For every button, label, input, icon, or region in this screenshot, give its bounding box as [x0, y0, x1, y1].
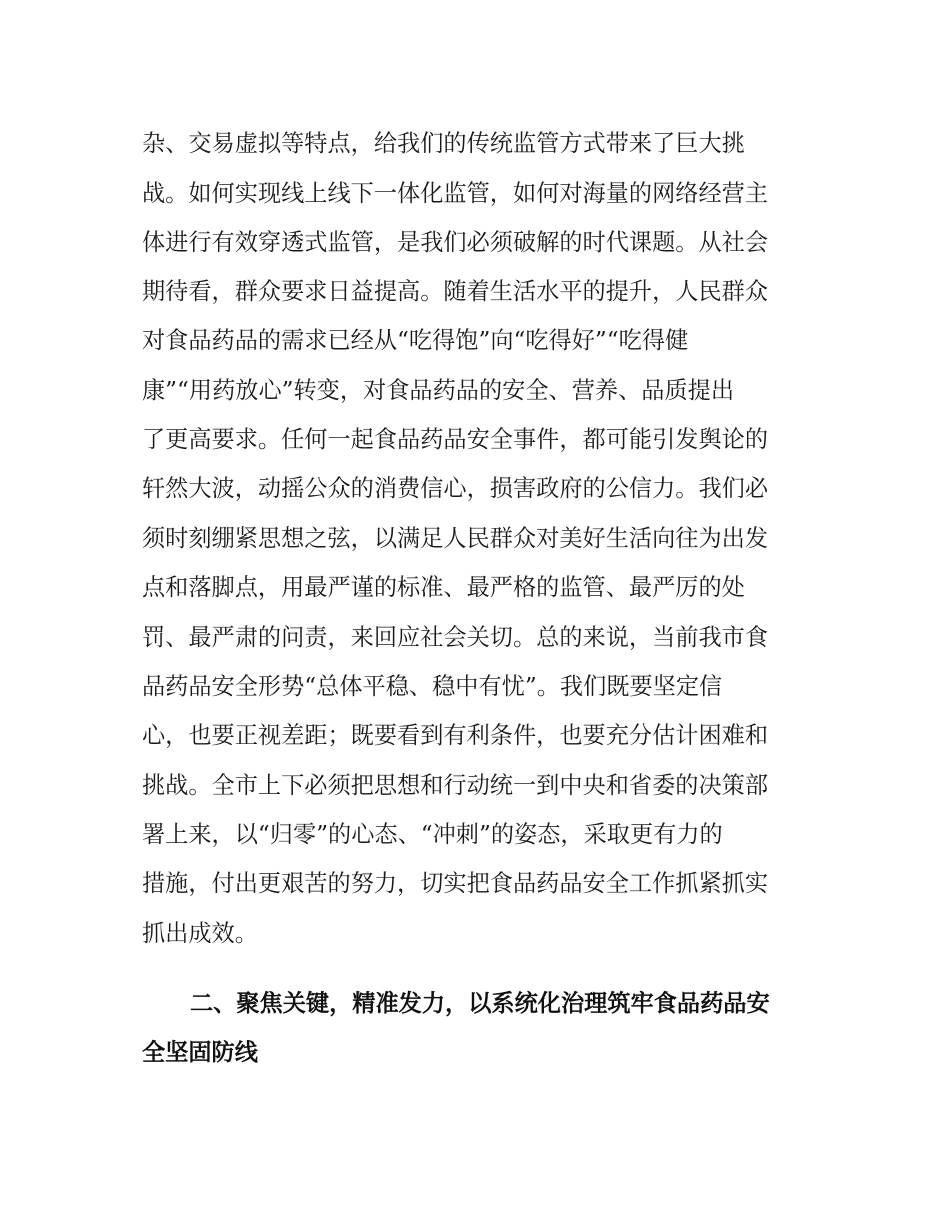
body-line-2: 战。如何实现线上线下一体化监管，如何对海量的网络经营主 — [142, 180, 769, 207]
section-heading-line-2: 全坚固防线 — [142, 1039, 258, 1066]
body-line-7: 了更高要求。任何一起食品药品安全事件，都可能引发舆论的 — [142, 426, 769, 453]
body-line-12: 品药品安全形势“总体平稳、稳中有忧”。我们既要坚定信 — [142, 673, 723, 700]
body-line-10: 点和落脚点，用最严谨的标准、最严格的监管、最严厉的处 — [142, 574, 745, 601]
body-line-13: 心，也要正视差距；既要看到有利条件，也要充分估计困难和 — [142, 722, 769, 749]
section-heading-line-1: 二、聚焦关键，精准发力，以系统化治理筑牢食品药品安 — [190, 990, 770, 1017]
body-line-5: 对食品药品的需求已经从“吃得饱”向“吃得好”“吃得健 — [142, 327, 689, 354]
body-line-16: 措施，付出更艰苦的努力，切实把食品药品安全工作抓紧抓实 — [142, 870, 769, 897]
body-line-3: 体进行有效穿透式监管，是我们必须破解的时代课题。从社会 — [142, 229, 769, 256]
body-line-6: 康”“用药放心”转变，对食品药品的安全、营养、品质提出 — [142, 377, 735, 404]
body-line-11: 罚、最严肃的问责，来回应社会关切。总的来说，当前我市食 — [142, 624, 769, 651]
body-line-17: 抓出成效。 — [142, 920, 258, 947]
body-line-14: 挑战。全市上下必须把思想和行动统一到中央和省委的决策部 — [142, 772, 769, 799]
body-line-9: 须时刻绷紧思想之弦，以满足人民群众对美好生活向往为出发 — [142, 525, 769, 552]
body-line-15: 署上来，以“归零”的心态、“冲刺”的姿态，采取更有力的 — [142, 821, 723, 848]
body-line-1: 杂、交易虚拟等特点，给我们的传统监管方式带来了巨大挑 — [142, 130, 745, 157]
body-line-8: 轩然大波，动摇公众的消费信心，损害政府的公信力。我们必 — [142, 475, 769, 502]
body-line-4: 期待看，群众要求日益提高。随着生活水平的提升，人民群众 — [142, 278, 769, 305]
